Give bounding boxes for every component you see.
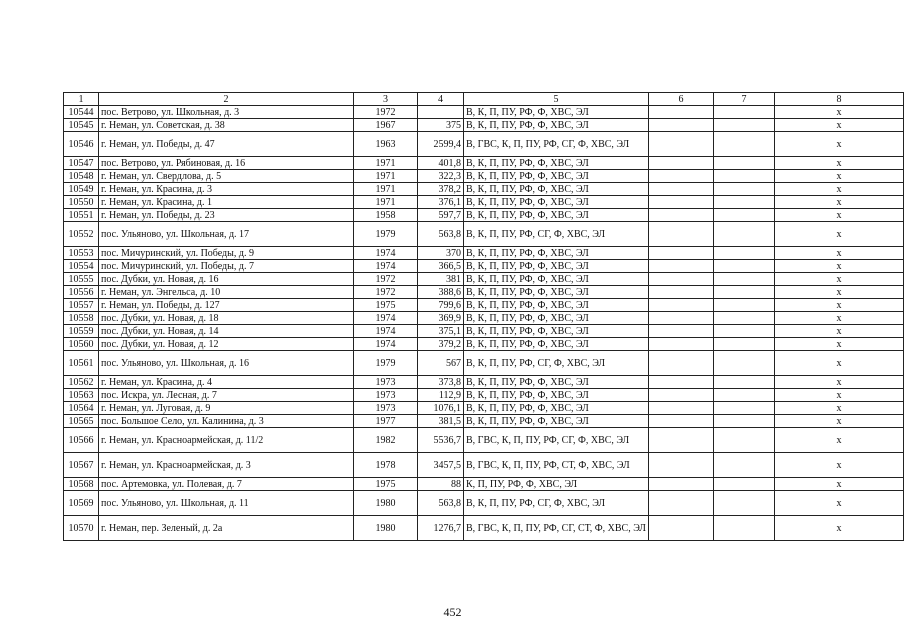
year-cell: 1975 bbox=[354, 299, 418, 312]
table-row bbox=[64, 247, 904, 260]
column-7-cell bbox=[713, 453, 774, 478]
year-cell: 1971 bbox=[354, 183, 418, 196]
mark-cell: x bbox=[774, 222, 903, 247]
address-cell: пос. Дубки, ул. Новая, д. 12 bbox=[99, 338, 354, 351]
services-cell: В, К, П, ПУ, РФ, Ф, ХВС, ЭЛ bbox=[464, 402, 649, 415]
record-id-cell: 10555 bbox=[64, 273, 99, 286]
year-cell: 1974 bbox=[354, 260, 418, 273]
record-id-cell: 10554 bbox=[64, 260, 99, 273]
mark-cell: x bbox=[774, 286, 903, 299]
table-row bbox=[64, 106, 904, 119]
services-cell: К, П, ПУ, РФ, Ф, ХВС, ЭЛ bbox=[464, 478, 649, 491]
column-6-cell bbox=[648, 222, 713, 247]
column-header: 4 bbox=[418, 93, 464, 106]
column-7-cell bbox=[713, 273, 774, 286]
record-id-cell: 10568 bbox=[64, 478, 99, 491]
column-7-cell bbox=[713, 338, 774, 351]
mark-cell: x bbox=[774, 478, 903, 491]
address-cell: пос. Искра, ул. Лесная, д. 7 bbox=[99, 389, 354, 402]
services-cell: В, К, П, ПУ, РФ, СГ, Ф, ХВС, ЭЛ bbox=[464, 351, 649, 376]
record-id-cell: 10550 bbox=[64, 196, 99, 209]
housing-register-table bbox=[63, 92, 904, 541]
table-row bbox=[64, 119, 904, 132]
column-6-cell bbox=[648, 247, 713, 260]
column-6-cell bbox=[648, 196, 713, 209]
column-7-cell bbox=[713, 299, 774, 312]
area-cell: 597,7 bbox=[418, 209, 464, 222]
record-id-cell: 10547 bbox=[64, 157, 99, 170]
record-id-cell: 10570 bbox=[64, 516, 99, 541]
address-cell: пос. Дубки, ул. Новая, д. 18 bbox=[99, 312, 354, 325]
address-cell: г. Неман, ул. Победы, д. 23 bbox=[99, 209, 354, 222]
table-row bbox=[64, 415, 904, 428]
year-cell: 1958 bbox=[354, 209, 418, 222]
address-cell: пос. Мичуринский, ул. Победы, д. 7 bbox=[99, 260, 354, 273]
table-row bbox=[64, 312, 904, 325]
address-cell: пос. Ветрово, ул. Рябиновая, д. 16 bbox=[99, 157, 354, 170]
area-cell: 563,8 bbox=[418, 491, 464, 516]
table-row bbox=[64, 402, 904, 415]
table-body bbox=[64, 106, 904, 541]
year-cell: 1971 bbox=[354, 196, 418, 209]
address-cell: г. Неман, ул. Красина, д. 1 bbox=[99, 196, 354, 209]
record-id-cell: 10557 bbox=[64, 299, 99, 312]
column-header: 7 bbox=[713, 93, 774, 106]
header-row bbox=[64, 93, 904, 106]
column-6-cell bbox=[648, 260, 713, 273]
column-6-cell bbox=[648, 299, 713, 312]
services-cell: В, К, П, ПУ, РФ, Ф, ХВС, ЭЛ bbox=[464, 157, 649, 170]
record-id-cell: 10562 bbox=[64, 376, 99, 389]
table-row bbox=[64, 260, 904, 273]
column-7-cell bbox=[713, 119, 774, 132]
address-cell: г. Неман, ул. Энгельса, д. 10 bbox=[99, 286, 354, 299]
services-cell: В, ГВС, К, П, ПУ, РФ, СГ, Ф, ХВС, ЭЛ bbox=[464, 428, 649, 453]
mark-cell: x bbox=[774, 132, 903, 157]
column-header: 3 bbox=[354, 93, 418, 106]
area-cell: 369,9 bbox=[418, 312, 464, 325]
table-row bbox=[64, 157, 904, 170]
mark-cell: x bbox=[774, 119, 903, 132]
table-row bbox=[64, 428, 904, 453]
column-7-cell bbox=[713, 402, 774, 415]
column-6-cell bbox=[648, 170, 713, 183]
column-6-cell bbox=[648, 389, 713, 402]
record-id-cell: 10553 bbox=[64, 247, 99, 260]
year-cell: 1979 bbox=[354, 222, 418, 247]
mark-cell: x bbox=[774, 273, 903, 286]
column-7-cell bbox=[713, 428, 774, 453]
mark-cell: x bbox=[774, 312, 903, 325]
column-header: 5 bbox=[464, 93, 649, 106]
record-id-cell: 10563 bbox=[64, 389, 99, 402]
mark-cell: x bbox=[774, 402, 903, 415]
year-cell: 1978 bbox=[354, 453, 418, 478]
year-cell: 1974 bbox=[354, 247, 418, 260]
record-id-cell: 10556 bbox=[64, 286, 99, 299]
column-6-cell bbox=[648, 516, 713, 541]
year-cell: 1972 bbox=[354, 286, 418, 299]
column-6-cell bbox=[648, 338, 713, 351]
services-cell: В, К, П, ПУ, РФ, Ф, ХВС, ЭЛ bbox=[464, 415, 649, 428]
area-cell: 388,6 bbox=[418, 286, 464, 299]
year-cell: 1974 bbox=[354, 338, 418, 351]
address-cell: г. Неман, ул. Красина, д. 4 bbox=[99, 376, 354, 389]
year-cell: 1972 bbox=[354, 106, 418, 119]
services-cell: В, К, П, ПУ, РФ, Ф, ХВС, ЭЛ bbox=[464, 338, 649, 351]
column-7-cell bbox=[713, 312, 774, 325]
column-6-cell bbox=[648, 402, 713, 415]
year-cell: 1975 bbox=[354, 478, 418, 491]
table-row bbox=[64, 299, 904, 312]
area-cell: 373,8 bbox=[418, 376, 464, 389]
column-6-cell bbox=[648, 491, 713, 516]
column-6-cell bbox=[648, 286, 713, 299]
mark-cell: x bbox=[774, 325, 903, 338]
area-cell: 1276,7 bbox=[418, 516, 464, 541]
mark-cell: x bbox=[774, 209, 903, 222]
table-row bbox=[64, 376, 904, 389]
table-row bbox=[64, 183, 904, 196]
year-cell: 1979 bbox=[354, 351, 418, 376]
address-cell: пос. Дубки, ул. Новая, д. 14 bbox=[99, 325, 354, 338]
area-cell: 112,9 bbox=[418, 389, 464, 402]
services-cell: В, К, П, ПУ, РФ, Ф, ХВС, ЭЛ bbox=[464, 106, 649, 119]
column-6-cell bbox=[648, 132, 713, 157]
address-cell: пос. Ульяново, ул. Школьная, д. 11 bbox=[99, 491, 354, 516]
record-id-cell: 10552 bbox=[64, 222, 99, 247]
column-7-cell bbox=[713, 157, 774, 170]
record-id-cell: 10567 bbox=[64, 453, 99, 478]
services-cell: В, К, П, ПУ, РФ, Ф, ХВС, ЭЛ bbox=[464, 247, 649, 260]
area-cell: 376,1 bbox=[418, 196, 464, 209]
column-6-cell bbox=[648, 273, 713, 286]
area-cell: 375,1 bbox=[418, 325, 464, 338]
services-cell: В, К, П, ПУ, РФ, Ф, ХВС, ЭЛ bbox=[464, 325, 649, 338]
address-cell: пос. Ветрово, ул. Школьная, д. 3 bbox=[99, 106, 354, 119]
column-7-cell bbox=[713, 209, 774, 222]
address-cell: пос. Дубки, ул. Новая, д. 16 bbox=[99, 273, 354, 286]
area-cell: 322,3 bbox=[418, 170, 464, 183]
table-row bbox=[64, 170, 904, 183]
area-cell: 379,2 bbox=[418, 338, 464, 351]
area-cell: 401,8 bbox=[418, 157, 464, 170]
address-cell: г. Неман, ул. Победы, д. 47 bbox=[99, 132, 354, 157]
mark-cell: x bbox=[774, 299, 903, 312]
table-row bbox=[64, 286, 904, 299]
services-cell: В, К, П, ПУ, РФ, Ф, ХВС, ЭЛ bbox=[464, 389, 649, 402]
year-cell: 1982 bbox=[354, 428, 418, 453]
column-6-cell bbox=[648, 428, 713, 453]
column-7-cell bbox=[713, 170, 774, 183]
column-6-cell bbox=[648, 312, 713, 325]
area-cell: 366,5 bbox=[418, 260, 464, 273]
record-id-cell: 10546 bbox=[64, 132, 99, 157]
record-id-cell: 10560 bbox=[64, 338, 99, 351]
record-id-cell: 10561 bbox=[64, 351, 99, 376]
area-cell: 1076,1 bbox=[418, 402, 464, 415]
year-cell: 1971 bbox=[354, 170, 418, 183]
year-cell: 1980 bbox=[354, 516, 418, 541]
address-cell: г. Неман, ул. Красноармейская, д. 3 bbox=[99, 453, 354, 478]
services-cell: В, К, П, ПУ, РФ, Ф, ХВС, ЭЛ bbox=[464, 119, 649, 132]
record-id-cell: 10559 bbox=[64, 325, 99, 338]
mark-cell: x bbox=[774, 260, 903, 273]
services-cell: В, ГВС, К, П, ПУ, РФ, СТ, Ф, ХВС, ЭЛ bbox=[464, 453, 649, 478]
table-row bbox=[64, 478, 904, 491]
table-row bbox=[64, 222, 904, 247]
mark-cell: x bbox=[774, 491, 903, 516]
table-row bbox=[64, 338, 904, 351]
page-number: 452 bbox=[443, 605, 462, 619]
address-cell: г. Неман, ул. Победы, д. 127 bbox=[99, 299, 354, 312]
column-7-cell bbox=[713, 222, 774, 247]
record-id-cell: 10566 bbox=[64, 428, 99, 453]
area-cell: 567 bbox=[418, 351, 464, 376]
column-7-cell bbox=[713, 132, 774, 157]
services-cell: В, К, П, ПУ, РФ, Ф, ХВС, ЭЛ bbox=[464, 196, 649, 209]
area-cell: 563,8 bbox=[418, 222, 464, 247]
table-row bbox=[64, 516, 904, 541]
year-cell: 1973 bbox=[354, 402, 418, 415]
services-cell: В, К, П, ПУ, РФ, Ф, ХВС, ЭЛ bbox=[464, 299, 649, 312]
services-cell: В, К, П, ПУ, РФ, Ф, ХВС, ЭЛ bbox=[464, 286, 649, 299]
year-cell: 1972 bbox=[354, 273, 418, 286]
column-6-cell bbox=[648, 376, 713, 389]
area-cell: 799,6 bbox=[418, 299, 464, 312]
mark-cell: x bbox=[774, 338, 903, 351]
services-cell: В, К, П, ПУ, РФ, Ф, ХВС, ЭЛ bbox=[464, 376, 649, 389]
record-id-cell: 10545 bbox=[64, 119, 99, 132]
address-cell: г. Неман, ул. Свердлова, д. 5 bbox=[99, 170, 354, 183]
area-cell: 381 bbox=[418, 273, 464, 286]
year-cell: 1973 bbox=[354, 389, 418, 402]
table-row bbox=[64, 325, 904, 338]
mark-cell: x bbox=[774, 351, 903, 376]
mark-cell: x bbox=[774, 157, 903, 170]
mark-cell: x bbox=[774, 196, 903, 209]
column-6-cell bbox=[648, 157, 713, 170]
year-cell: 1974 bbox=[354, 325, 418, 338]
services-cell: В, ГВС, К, П, ПУ, РФ, СГ, Ф, ХВС, ЭЛ bbox=[464, 132, 649, 157]
column-7-cell bbox=[713, 183, 774, 196]
area-cell: 3457,5 bbox=[418, 453, 464, 478]
services-cell: В, К, П, ПУ, РФ, Ф, ХВС, ЭЛ bbox=[464, 209, 649, 222]
column-7-cell bbox=[713, 516, 774, 541]
area-cell: 5536,7 bbox=[418, 428, 464, 453]
column-7-cell bbox=[713, 376, 774, 389]
address-cell: пос. Ульяново, ул. Школьная, д. 17 bbox=[99, 222, 354, 247]
table-row bbox=[64, 209, 904, 222]
address-cell: пос. Большое Село, ул. Калинина, д. 3 bbox=[99, 415, 354, 428]
services-cell: В, К, П, ПУ, РФ, СГ, Ф, ХВС, ЭЛ bbox=[464, 222, 649, 247]
table-row bbox=[64, 132, 904, 157]
address-cell: г. Неман, ул. Красина, д. 3 bbox=[99, 183, 354, 196]
column-6-cell bbox=[648, 325, 713, 338]
column-header: 6 bbox=[648, 93, 713, 106]
address-cell: г. Неман, ул. Красноармейская, д. 11/2 bbox=[99, 428, 354, 453]
mark-cell: x bbox=[774, 453, 903, 478]
column-header: 2 bbox=[99, 93, 354, 106]
year-cell: 1974 bbox=[354, 312, 418, 325]
mark-cell: x bbox=[774, 415, 903, 428]
column-header: 8 bbox=[774, 93, 903, 106]
mark-cell: x bbox=[774, 106, 903, 119]
area-cell: 370 bbox=[418, 247, 464, 260]
year-cell: 1971 bbox=[354, 157, 418, 170]
table-row bbox=[64, 389, 904, 402]
year-cell: 1977 bbox=[354, 415, 418, 428]
record-id-cell: 10544 bbox=[64, 106, 99, 119]
record-id-cell: 10569 bbox=[64, 491, 99, 516]
column-6-cell bbox=[648, 119, 713, 132]
mark-cell: x bbox=[774, 376, 903, 389]
address-cell: пос. Ульяново, ул. Школьная, д. 16 bbox=[99, 351, 354, 376]
mark-cell: x bbox=[774, 247, 903, 260]
column-header: 1 bbox=[64, 93, 99, 106]
area-cell: 381,5 bbox=[418, 415, 464, 428]
column-7-cell bbox=[713, 196, 774, 209]
services-cell: В, ГВС, К, П, ПУ, РФ, СГ, СТ, Ф, ХВС, ЭЛ bbox=[464, 516, 649, 541]
column-7-cell bbox=[713, 247, 774, 260]
record-id-cell: 10564 bbox=[64, 402, 99, 415]
address-cell: г. Неман, пер. Зеленый, д. 2а bbox=[99, 516, 354, 541]
column-7-cell bbox=[713, 491, 774, 516]
services-cell: В, К, П, ПУ, РФ, СГ, Ф, ХВС, ЭЛ bbox=[464, 491, 649, 516]
year-cell: 1980 bbox=[354, 491, 418, 516]
column-6-cell bbox=[648, 106, 713, 119]
services-cell: В, К, П, ПУ, РФ, Ф, ХВС, ЭЛ bbox=[464, 273, 649, 286]
year-cell: 1973 bbox=[354, 376, 418, 389]
address-cell: пос. Артемовка, ул. Полевая, д. 7 bbox=[99, 478, 354, 491]
year-cell: 1967 bbox=[354, 119, 418, 132]
column-6-cell bbox=[648, 415, 713, 428]
column-7-cell bbox=[713, 351, 774, 376]
area-cell: 378,2 bbox=[418, 183, 464, 196]
record-id-cell: 10558 bbox=[64, 312, 99, 325]
mark-cell: x bbox=[774, 170, 903, 183]
table-row bbox=[64, 196, 904, 209]
mark-cell: x bbox=[774, 428, 903, 453]
services-cell: В, К, П, ПУ, РФ, Ф, ХВС, ЭЛ bbox=[464, 183, 649, 196]
mark-cell: x bbox=[774, 183, 903, 196]
services-cell: В, К, П, ПУ, РФ, Ф, ХВС, ЭЛ bbox=[464, 260, 649, 273]
year-cell: 1963 bbox=[354, 132, 418, 157]
column-6-cell bbox=[648, 183, 713, 196]
services-cell: В, К, П, ПУ, РФ, Ф, ХВС, ЭЛ bbox=[464, 312, 649, 325]
record-id-cell: 10551 bbox=[64, 209, 99, 222]
column-6-cell bbox=[648, 453, 713, 478]
services-cell: В, К, П, ПУ, РФ, Ф, ХВС, ЭЛ bbox=[464, 170, 649, 183]
area-cell bbox=[418, 106, 464, 119]
area-cell: 2599,4 bbox=[418, 132, 464, 157]
record-id-cell: 10548 bbox=[64, 170, 99, 183]
record-id-cell: 10549 bbox=[64, 183, 99, 196]
column-7-cell bbox=[713, 286, 774, 299]
address-cell: пос. Мичуринский, ул. Победы, д. 9 bbox=[99, 247, 354, 260]
area-cell: 88 bbox=[418, 478, 464, 491]
column-6-cell bbox=[648, 351, 713, 376]
column-6-cell bbox=[648, 478, 713, 491]
column-7-cell bbox=[713, 415, 774, 428]
column-6-cell bbox=[648, 209, 713, 222]
column-7-cell bbox=[713, 106, 774, 119]
column-7-cell bbox=[713, 389, 774, 402]
column-7-cell bbox=[713, 260, 774, 273]
address-cell: г. Неман, ул. Луговая, д. 9 bbox=[99, 402, 354, 415]
mark-cell: x bbox=[774, 389, 903, 402]
area-cell: 375 bbox=[418, 119, 464, 132]
mark-cell: x bbox=[774, 516, 903, 541]
record-id-cell: 10565 bbox=[64, 415, 99, 428]
column-7-cell bbox=[713, 478, 774, 491]
column-7-cell bbox=[713, 325, 774, 338]
table-row bbox=[64, 273, 904, 286]
table-row bbox=[64, 453, 904, 478]
table-row bbox=[64, 491, 904, 516]
address-cell: г. Неман, ул. Советская, д. 38 bbox=[99, 119, 354, 132]
table-row bbox=[64, 351, 904, 376]
